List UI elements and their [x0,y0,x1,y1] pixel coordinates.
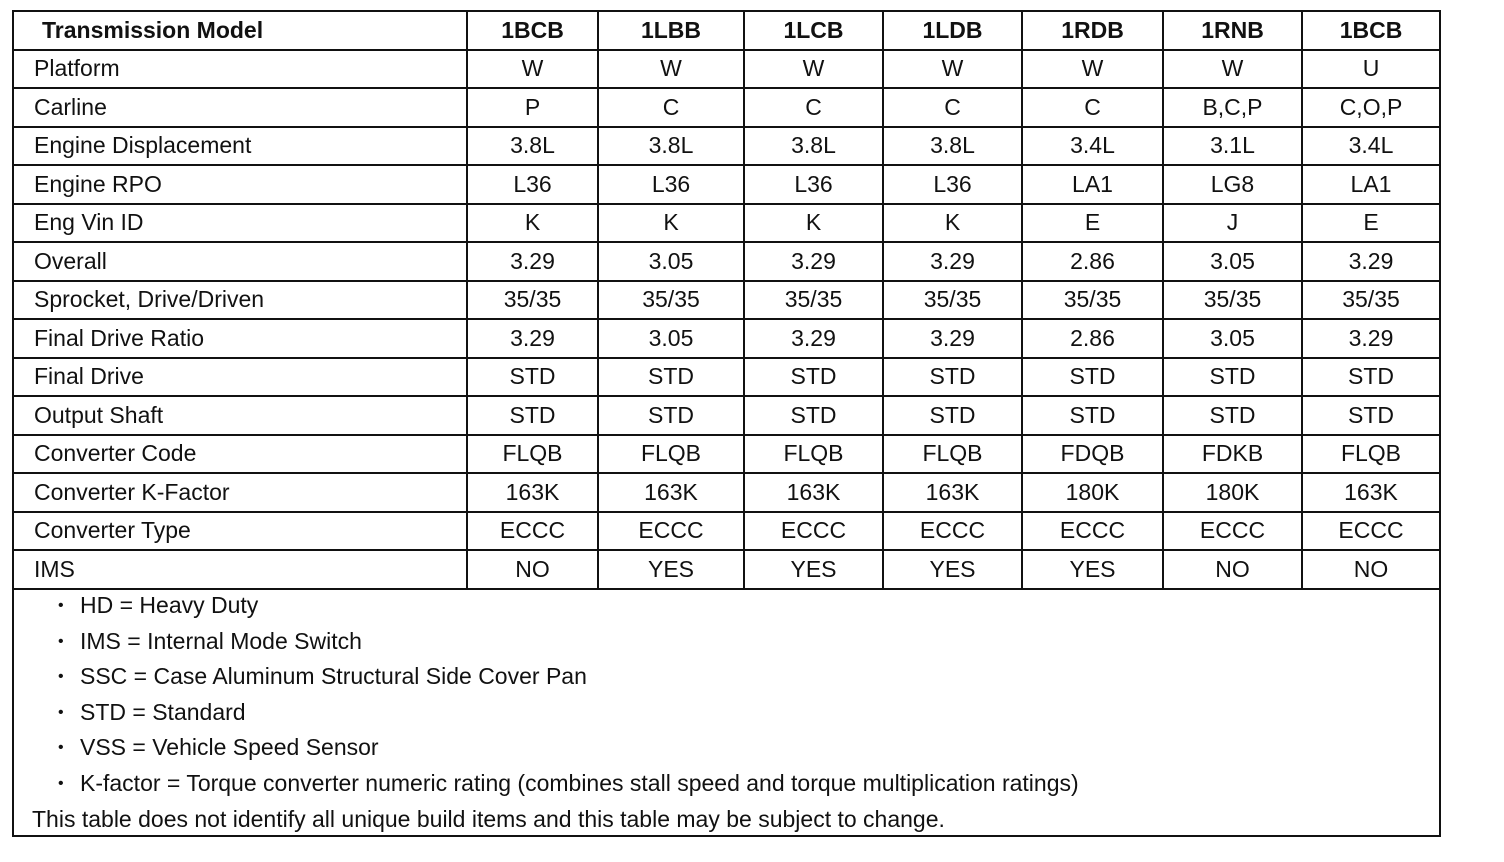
table-row [14,50,1439,89]
table-disclaimer: This table does not identify all unique build items and this table may be subject to change. [32,806,945,832]
table-cell: STD [1302,358,1439,397]
table-cell: C,O,P [1302,88,1439,127]
table-cell: ECCC [744,512,883,551]
header-cell-model: 1LDB [883,12,1022,50]
table-cell: 163K [744,473,883,512]
table-cell: FLQB [1302,435,1439,474]
table-cell: L36 [883,165,1022,204]
table-cell: FDQB [1022,435,1163,474]
table-cell: 3.29 [467,242,598,281]
note-item [14,624,1439,660]
note-item [14,730,1439,766]
table-cell: STD [1302,396,1439,435]
table-cell: YES [883,550,1022,589]
table-cell: STD [883,358,1022,397]
table-cell: C [1022,88,1163,127]
table-cell: B,C,P [1163,88,1302,127]
table-cell: 163K [1302,473,1439,512]
table-cell: ECCC [467,512,598,551]
table-cell: W [1022,50,1163,89]
note-text: VSS = Vehicle Speed Sensor [80,734,379,760]
row-label-cell: Converter Code [14,435,467,474]
table-cell: 3.8L [744,127,883,166]
table-cell: 3.29 [467,319,598,358]
table-cell: K [744,204,883,243]
table-cell: 3.05 [1163,319,1302,358]
bullet-icon: • [58,597,64,614]
table-cell: NO [1163,550,1302,589]
header-cell-model: 1RNB [1163,12,1302,50]
table-cell: FLQB [883,435,1022,474]
table-cell: NO [1302,550,1439,589]
table-row [14,512,1439,551]
table-cell: C [598,88,744,127]
spec-table-frame [12,10,1441,837]
table-row [14,550,1439,589]
table-cell: STD [598,358,744,397]
table-cell: E [1022,204,1163,243]
table-cell: E [1302,204,1439,243]
row-label-cell: Output Shaft [14,396,467,435]
table-cell: 3.29 [744,319,883,358]
bullet-icon: • [58,632,64,650]
table-cell: 35/35 [883,281,1022,320]
table-cell: ECCC [1022,512,1163,551]
table-cell: FLQB [598,435,744,474]
row-label-cell: Converter Type [14,512,467,551]
table-cell: 35/35 [1022,281,1163,320]
table-cell: 3.1L [1163,127,1302,166]
table-row [14,127,1439,166]
table-cell: 3.05 [598,319,744,358]
table-cell: STD [744,396,883,435]
row-label-cell: Converter K-Factor [14,473,467,512]
table-cell: C [744,88,883,127]
table-cell: L36 [744,165,883,204]
table-row [14,396,1439,435]
table-cell: L36 [467,165,598,204]
header-cell-model: 1LCB [744,12,883,50]
table-cell: FLQB [467,435,598,474]
table-cell: 2.86 [1022,319,1163,358]
row-label-cell: Sprocket, Drive/Driven [14,281,467,320]
table-cell: LA1 [1022,165,1163,204]
header-cell-model: 1RDB [1022,12,1163,50]
table-row [14,165,1439,204]
note-item [14,695,1439,731]
table-cell: STD [598,396,744,435]
table-cell: 35/35 [1163,281,1302,320]
table-cell: NO [467,550,598,589]
table-cell: W [1163,50,1302,89]
table-cell: ECCC [883,512,1022,551]
table-cell: C [883,88,1022,127]
table-cell: W [883,50,1022,89]
header-cell-model: 1BCB [1302,12,1439,50]
table-cell: STD [467,358,598,397]
table-cell: YES [744,550,883,589]
note-text: SSC = Case Aluminum Structural Side Cover Pan [80,663,587,689]
row-label-cell: Platform [14,50,467,89]
table-cell: FDKB [1163,435,1302,474]
table-cell: 3.8L [883,127,1022,166]
table-cell: U [1302,50,1439,89]
table-row [14,358,1439,397]
table-cell: STD [467,396,598,435]
table-cell: 2.86 [1022,242,1163,281]
table-cell: ECCC [1302,512,1439,551]
table-cell: STD [1022,358,1163,397]
table-row [14,242,1439,281]
table-cell: 3.29 [883,242,1022,281]
table-cell: STD [1022,396,1163,435]
row-label-cell: IMS [14,550,467,589]
notes-section [14,588,1439,837]
note-text: K-factor = Torque converter numeric rating (combines stall speed and torque multiplication ratings) [80,769,1079,796]
note-item [14,588,1439,624]
table-cell: W [467,50,598,89]
table-row [14,281,1439,320]
table-cell: 35/35 [598,281,744,320]
header-row [14,12,1439,50]
table-cell: 35/35 [467,281,598,320]
row-label-cell: Final Drive [14,358,467,397]
table-cell: 3.29 [1302,242,1439,281]
transmission-spec-table [14,12,1439,590]
note-text: IMS = Internal Mode Switch [80,627,362,654]
header-cell-label: Transmission Model [14,12,467,50]
table-cell: YES [598,550,744,589]
table-cell: 3.8L [598,127,744,166]
table-body [14,50,1439,589]
table-cell: 3.8L [467,127,598,166]
note-item [14,659,1439,695]
table-cell: 3.4L [1022,127,1163,166]
table-cell: ECCC [598,512,744,551]
table-cell: STD [1163,396,1302,435]
table-cell: 163K [467,473,598,512]
table-cell: 3.29 [744,242,883,281]
row-label-cell: Carline [14,88,467,127]
table-cell: STD [1163,358,1302,397]
row-label-cell: Engine Displacement [14,127,467,166]
table-cell: 35/35 [1302,281,1439,320]
row-label-cell: Final Drive Ratio [14,319,467,358]
row-label-cell: Eng Vin ID [14,204,467,243]
table-cell: 180K [1163,473,1302,512]
header-cell-model: 1BCB [467,12,598,50]
bullet-icon: • [58,668,64,685]
note-text: HD = Heavy Duty [80,592,259,618]
table-cell: FLQB [744,435,883,474]
table-cell: K [883,204,1022,243]
table-cell: 163K [883,473,1022,512]
bullet-icon: • [58,703,64,721]
table-cell: YES [1022,550,1163,589]
row-label-cell: Overall [14,242,467,281]
table-cell: LA1 [1302,165,1439,204]
table-cell: 3.05 [1163,242,1302,281]
table-cell: K [467,204,598,243]
table-cell: 3.29 [883,319,1022,358]
table-cell: 3.05 [598,242,744,281]
table-cell: 163K [598,473,744,512]
table-cell: P [467,88,598,127]
table-cell: 3.29 [1302,319,1439,358]
note-text: STD = Standard [80,698,246,725]
table-row [14,319,1439,358]
table-cell: K [598,204,744,243]
bullet-icon: • [58,774,64,792]
table-cell: L36 [598,165,744,204]
table-row [14,473,1439,512]
table-header [14,12,1439,50]
table-cell: W [598,50,744,89]
table-cell: STD [883,396,1022,435]
table-cell: 35/35 [744,281,883,320]
table-cell: LG8 [1163,165,1302,204]
note-item [14,766,1439,802]
abbreviation-notes-list [14,588,1439,801]
header-cell-model: 1LBB [598,12,744,50]
table-cell: J [1163,204,1302,243]
bullet-icon: • [58,739,64,756]
table-row [14,204,1439,243]
table-cell: 3.4L [1302,127,1439,166]
table-row [14,88,1439,127]
table-cell: 180K [1022,473,1163,512]
table-cell: STD [744,358,883,397]
table-cell: W [744,50,883,89]
row-label-cell: Engine RPO [14,165,467,204]
table-row [14,435,1439,474]
table-cell: ECCC [1163,512,1302,551]
